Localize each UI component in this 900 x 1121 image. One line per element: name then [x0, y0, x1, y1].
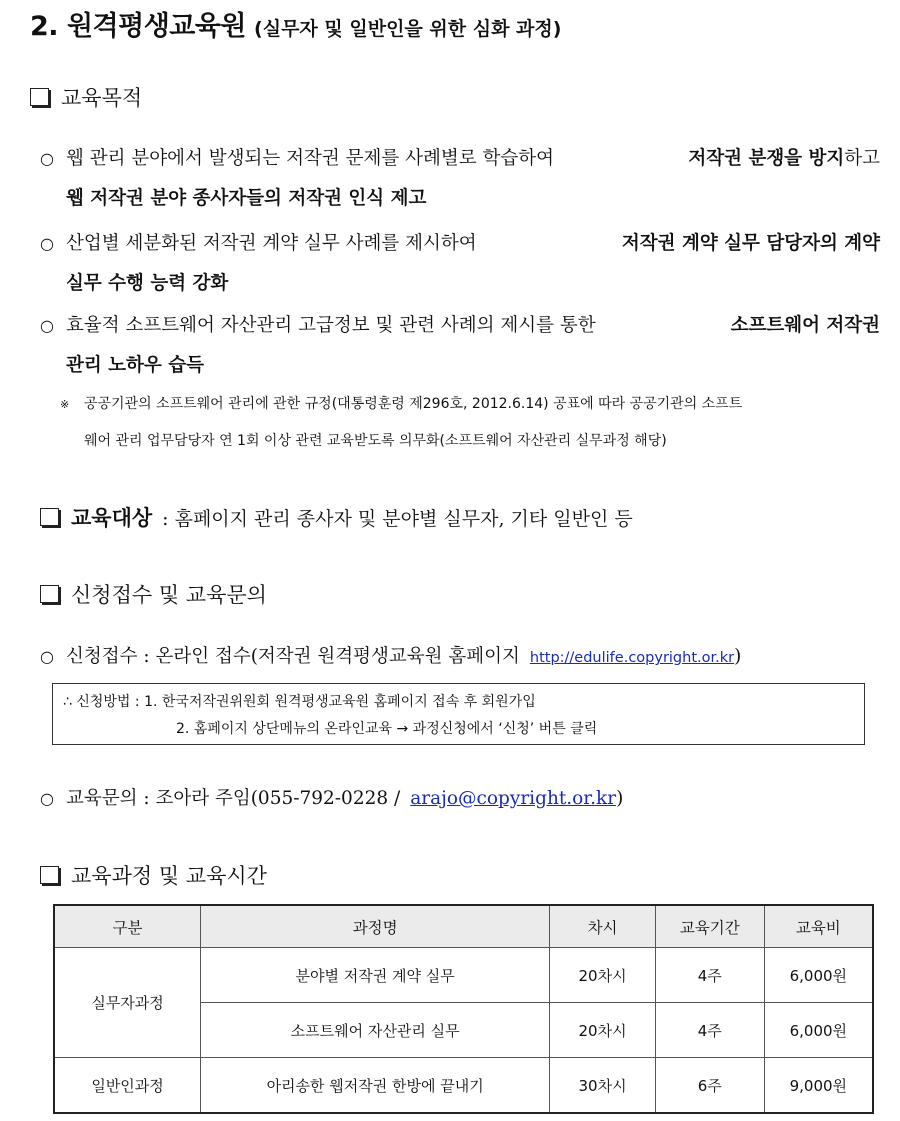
column-header-period: 교육기간: [655, 905, 764, 948]
table-header-row: [54, 905, 873, 948]
section-apply-label: 신청접수 및 교육문의: [71, 583, 267, 607]
contact-email-link[interactable]: arajo@copyright.or.kr: [410, 788, 617, 809]
application-method-line1: ∴ 신청방법 : 1. 한국저작권위원회 원격평생교육원 홈페이지 접속 후 회원가입: [63, 694, 536, 710]
column-header-course-name: 과정명: [201, 905, 550, 948]
purpose-item-1-tail: 하고: [844, 148, 880, 169]
purpose-item-3-text: 효율적 소프트웨어 자산관리 고급정보 및 관련 사례의 제시를 통한: [66, 315, 596, 336]
circle-bullet-icon: ○: [40, 149, 54, 168]
circle-bullet-icon: ○: [40, 647, 54, 666]
period-cell: 4주: [655, 1003, 764, 1058]
purpose-item-3-line2: 관리 노하우 습득: [66, 355, 204, 376]
sessions-cell: 20차시: [550, 948, 656, 1003]
page-title: [30, 4, 561, 43]
column-header-category: 구분: [54, 905, 201, 948]
section-courses-heading: [40, 860, 267, 890]
apply-application-close: ): [734, 646, 742, 667]
purpose-item-2-line2: 실무 수행 능력 강화: [66, 273, 229, 294]
course-name-cell: 분야별 저작권 계약 실무: [201, 948, 550, 1003]
section-target-text: : 홈페이지 관리 종사자 및 분야별 실무자, 기타 일반인 등: [162, 507, 633, 530]
reference-mark-icon: ※: [60, 398, 70, 411]
table-row: [54, 1058, 873, 1114]
circle-bullet-icon: ○: [40, 316, 54, 335]
purpose-note-line1: 공공기관의 소프트웨어 관리에 관한 규정(대통령훈령 제296호, 2012.6.14) 공표에 따라 공공기관의 소프트: [84, 396, 743, 412]
checkbox-square-icon: [40, 508, 59, 526]
section-purpose-label: 교육목적: [61, 86, 143, 110]
fee-cell: 9,000원: [764, 1058, 873, 1114]
column-header-sessions: 차시: [550, 905, 656, 948]
apply-inquiry-close: ): [616, 788, 624, 809]
homepage-link[interactable]: http://edulife.copyright.or.kr: [529, 650, 735, 666]
checkbox-square-icon: [30, 88, 49, 106]
sessions-cell: 20차시: [550, 1003, 656, 1058]
period-cell: 6주: [655, 1058, 764, 1114]
course-name-cell: 아리송한 웹저작권 한방에 끝내기: [201, 1058, 550, 1114]
section-target-heading: [40, 502, 633, 532]
section-apply-heading: [40, 579, 267, 609]
purpose-item-1-line2: 웹 저작권 분야 종사자들의 저작권 인식 제고: [66, 188, 427, 209]
column-header-fee: 교육비: [764, 905, 873, 948]
purpose-note-line2: 웨어 관리 업무담당자 연 1회 이상 관련 교육받도록 의무화(소프트웨어 자산관리 실무과정 해당): [84, 433, 667, 449]
application-method-box: [52, 683, 865, 745]
apply-inquiry-line: [40, 784, 623, 810]
application-method-line2: 2. 홈페이지 상단메뉴의 온라인교육 → 과정신청에서 ‘신청’ 버튼 클릭: [176, 721, 598, 737]
fee-cell: 6,000원: [764, 1003, 873, 1058]
purpose-item-1-text: 웹 관리 분야에서 발생되는 저작권 문제를 사례별로 학습하여: [66, 148, 554, 169]
purpose-item-3-emphasis: 소프트웨어 저작권: [730, 315, 880, 336]
purpose-item-2-text: 산업별 세분화된 저작권 계약 실무 사례를 제시하여: [66, 233, 477, 254]
course-table: [53, 904, 874, 1114]
period-cell: 4주: [655, 948, 764, 1003]
apply-inquiry-text: 교육문의 : 조아라 주임(055-792-0228 /: [66, 788, 401, 809]
section-target-label: 교육대상: [71, 505, 153, 530]
section-courses-label: 교육과정 및 교육시간: [71, 864, 267, 888]
checkbox-square-icon: [40, 585, 59, 603]
table-row: [54, 948, 873, 1003]
purpose-item-1: [40, 139, 880, 219]
page-title-sub: (실무자 및 일반인을 위한 심화 과정): [254, 18, 562, 40]
category-cell: 실무자과정: [54, 948, 201, 1058]
category-cell: 일반인과정: [54, 1058, 201, 1114]
purpose-item-2-emphasis: 저작권 계약 실무 담당자의 계약: [621, 233, 880, 254]
apply-application-line: [40, 642, 741, 668]
circle-bullet-icon: ○: [40, 234, 54, 253]
purpose-item-1-emphasis: 저작권 분쟁을 방지: [688, 148, 845, 169]
sessions-cell: 30차시: [550, 1058, 656, 1114]
section-purpose-heading: [30, 82, 142, 112]
purpose-item-2: [40, 224, 880, 304]
page-title-main: 2. 원격평생교육원: [30, 11, 247, 42]
checkbox-square-icon: [40, 866, 59, 884]
purpose-item-3: [40, 306, 880, 386]
circle-bullet-icon: ○: [40, 789, 54, 808]
apply-application-text: 신청접수 : 온라인 접수(저작권 원격평생교육원 홈페이지: [66, 646, 520, 667]
fee-cell: 6,000원: [764, 948, 873, 1003]
course-name-cell: 소프트웨어 자산관리 실무: [201, 1003, 550, 1058]
purpose-note: [60, 386, 880, 459]
